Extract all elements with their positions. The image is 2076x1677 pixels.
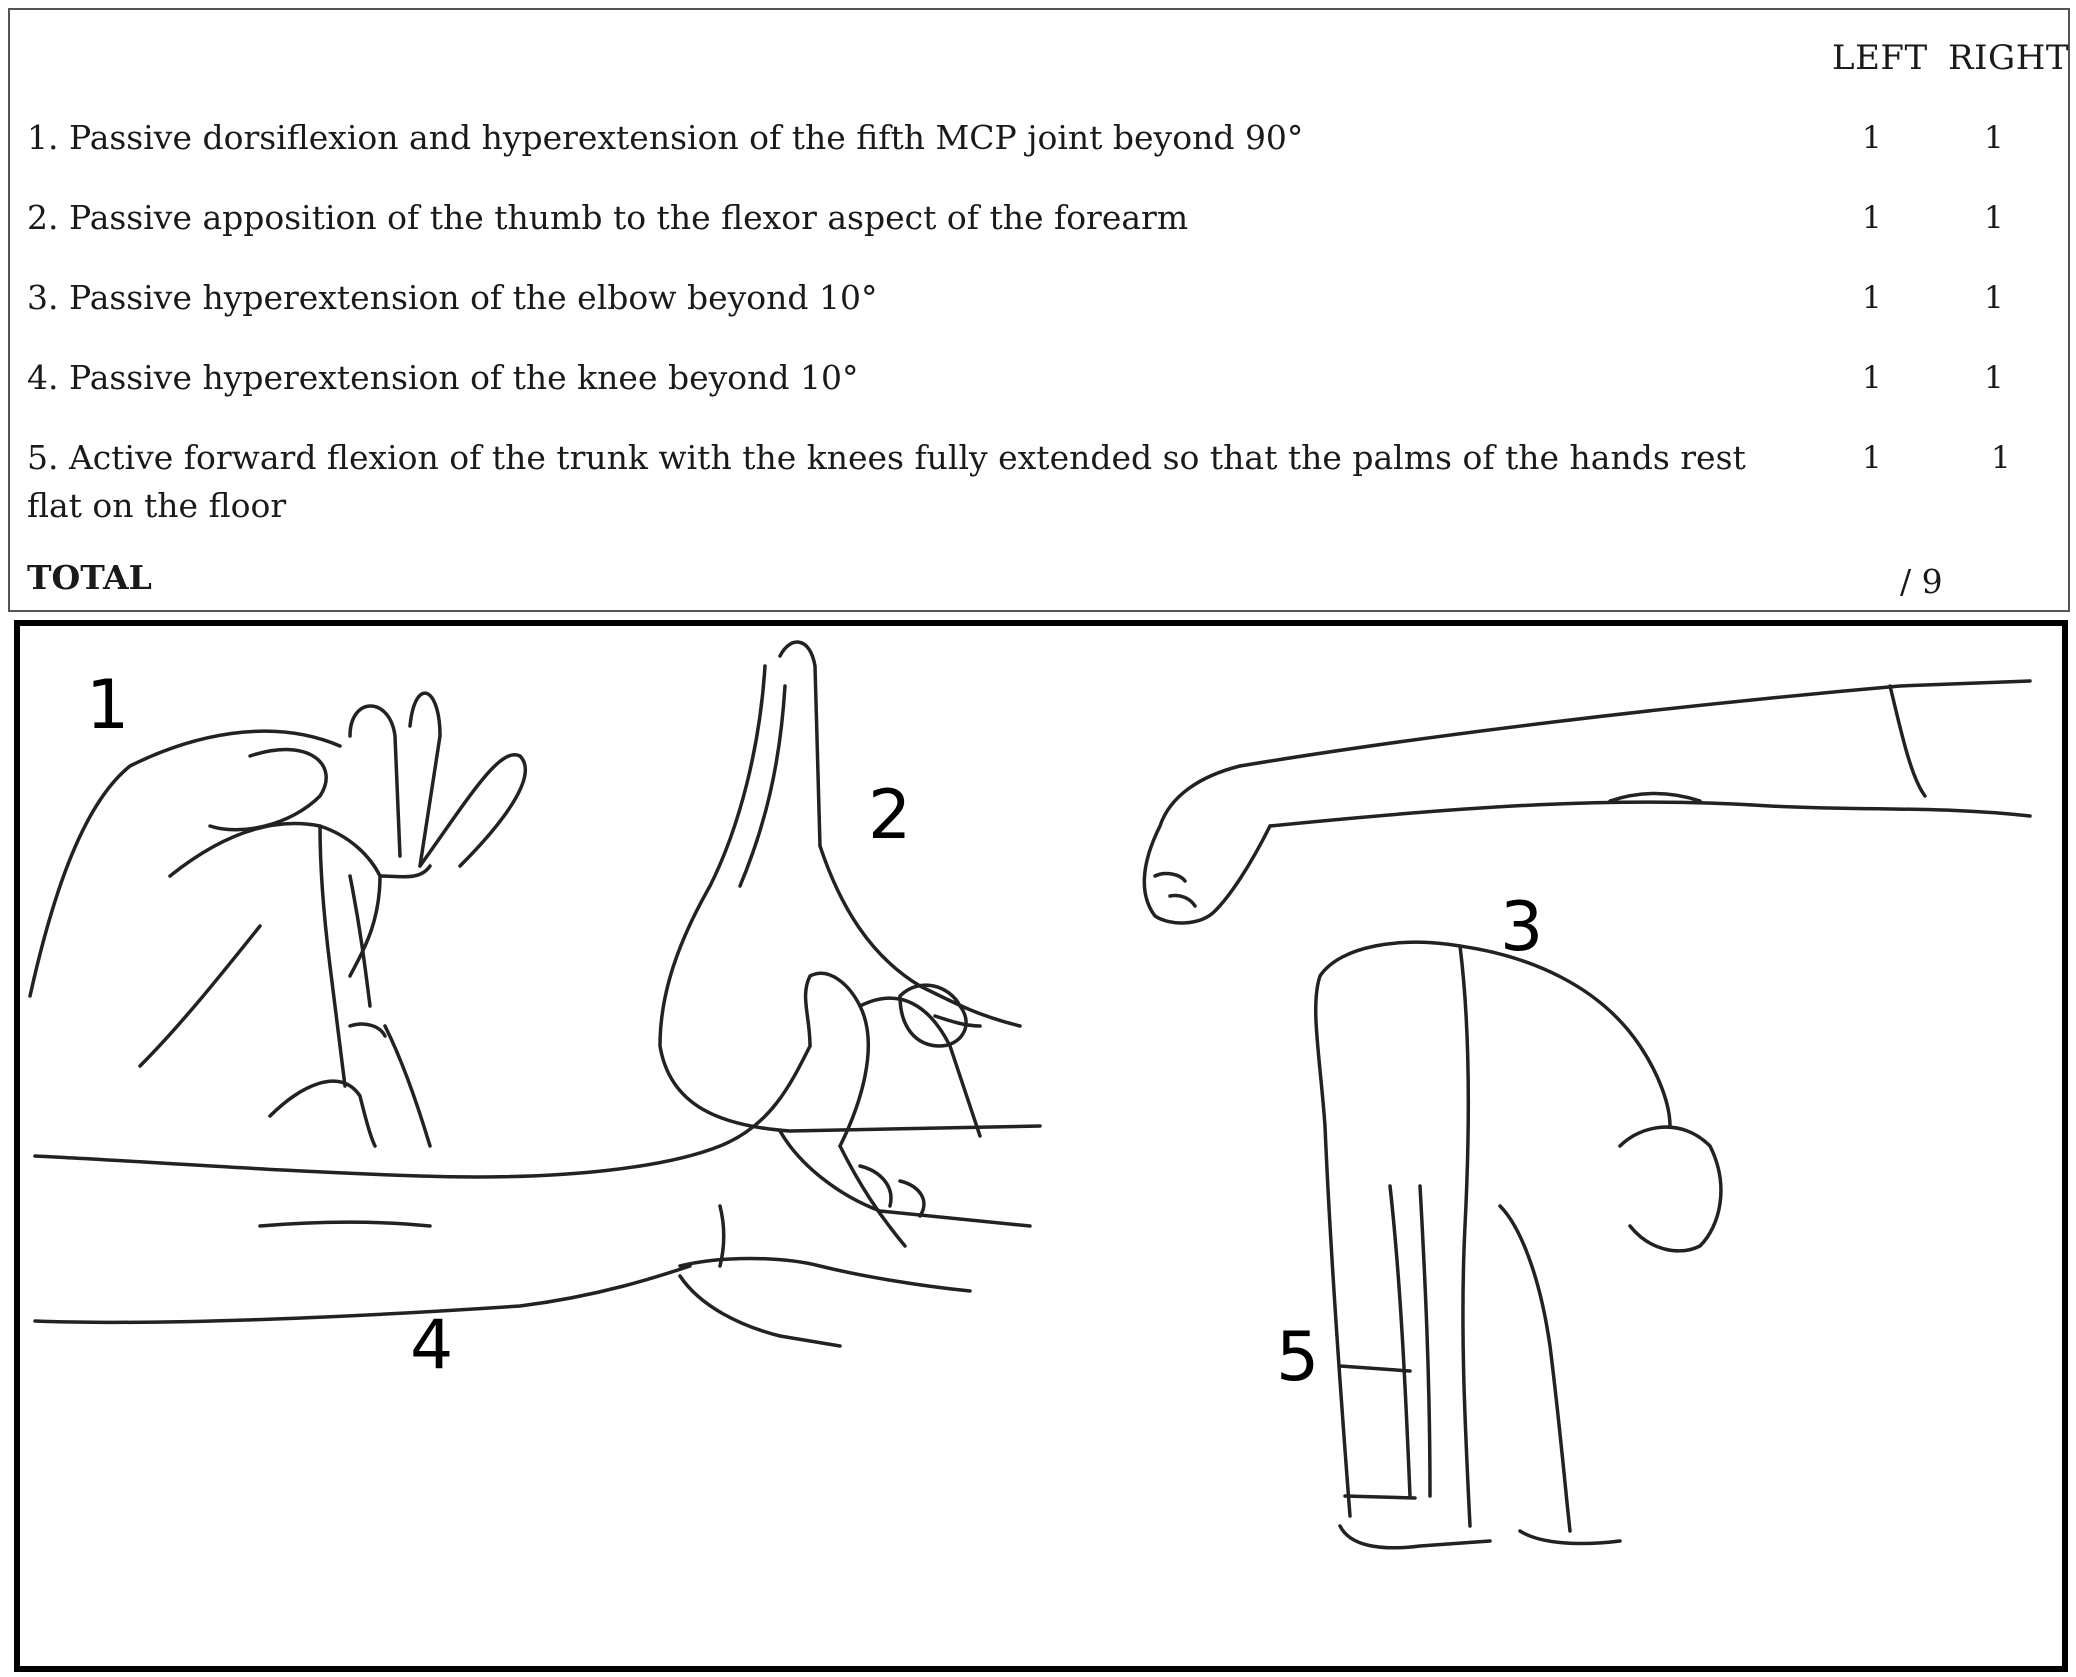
row-right-score: 1 (1984, 360, 2004, 396)
manoeuvre-drawings (20, 626, 2062, 1666)
header-left: LEFT (1832, 38, 1928, 78)
row-left-score: 1 (1862, 200, 1882, 236)
total-label: TOTAL (27, 558, 152, 597)
figure-label-5: 5 (1276, 1318, 1320, 1397)
beighton-score-table (8, 8, 2070, 612)
row-left-score: 1 (1862, 360, 1882, 396)
row-description: 5. Active forward flexion of the trunk with the knees fully extended so that the palms of the hands rest flat on the floor (27, 438, 1746, 525)
row-description: 2. Passive apposition of the thumb to the flexor aspect of the forearm (27, 198, 1189, 237)
drawing-forward-flexion (1316, 942, 1721, 1548)
row-right-score: 1 (1984, 280, 2004, 316)
drawing-finger-dorsiflexion (30, 693, 525, 1146)
row-description: 3. Passive hyperextension of the elbow beyond 10° (27, 278, 878, 317)
figure-label-1: 1 (86, 666, 130, 745)
row-left-score: 1 (1862, 280, 1882, 316)
header-right: RIGHT (1948, 38, 2070, 78)
row-left-score: 1 (1862, 440, 1882, 476)
total-value: / 9 (1900, 562, 1943, 601)
row-right-score: 1 (1984, 200, 2004, 236)
figure-label-2: 2 (868, 776, 912, 855)
row-right-score: 1 (1991, 440, 2011, 476)
illustration-panel (14, 620, 2068, 1672)
row-left-score: 1 (1862, 120, 1882, 156)
row-description: 4. Passive hyperextension of the knee beyond 10° (27, 358, 859, 397)
figure-label-4: 4 (410, 1306, 454, 1385)
drawing-elbow-hyperextension (1144, 681, 2030, 923)
figure-label-3: 3 (1500, 888, 1544, 967)
row-right-score: 1 (1984, 120, 2004, 156)
drawing-thumb-apposition (660, 642, 1040, 1226)
row-description: 1. Passive dorsiflexion and hyperextension of the fifth MCP joint beyond 90° (27, 118, 1304, 157)
